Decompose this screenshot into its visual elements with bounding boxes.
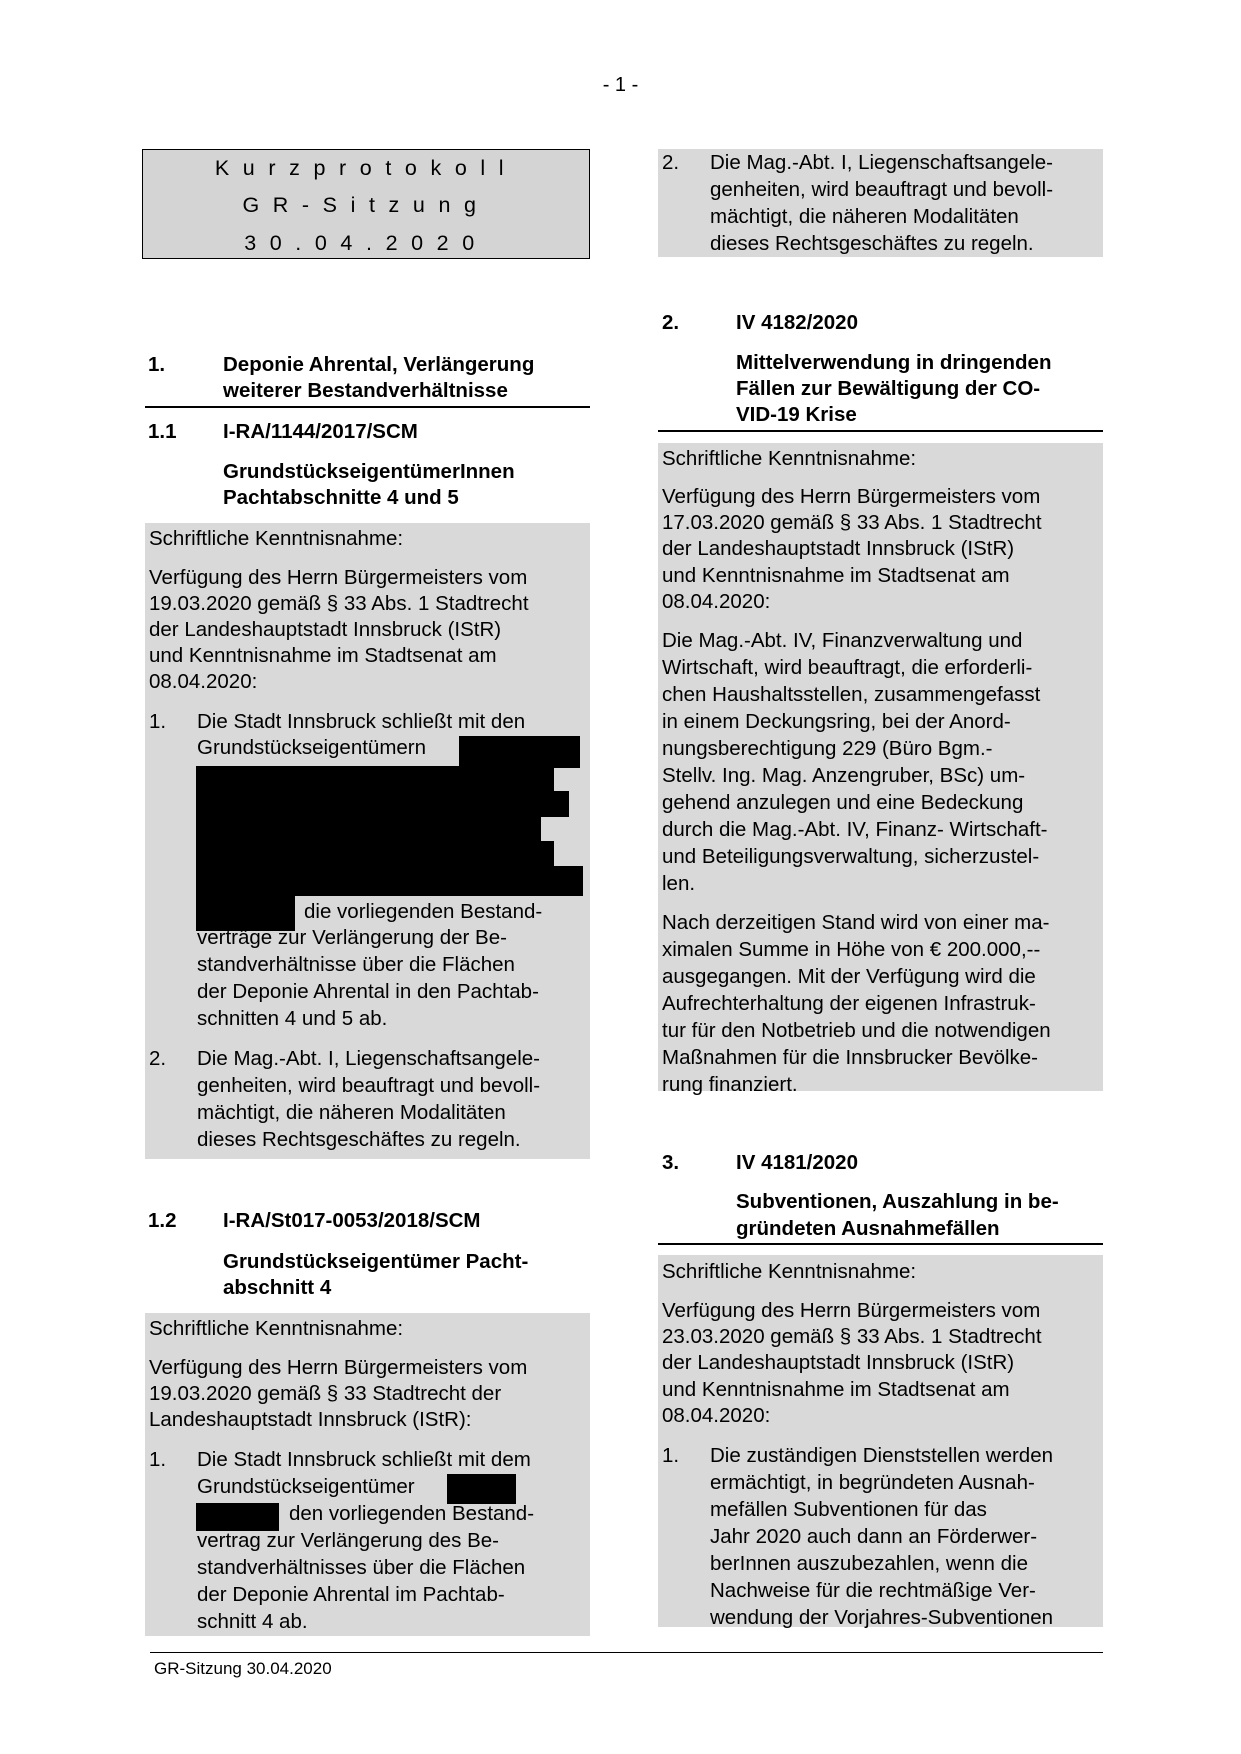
section-1-2-title-line: abschnitt 4 — [223, 1276, 332, 1299]
list-item-line: Die Stadt Innsbruck schließt mit dem — [197, 1448, 531, 1471]
page-number: - 1 - — [602, 74, 639, 96]
section-divider — [658, 430, 1103, 432]
footer-text: GR-Sitzung 30.04.2020 — [154, 1659, 332, 1678]
paragraph-line: gehend anzulegen und eine Bedeckung — [662, 791, 1024, 814]
section-3-reference: IV 4181/2020 — [736, 1151, 858, 1174]
list-item-line: genheiten, wird beauftragt und bevoll- — [710, 178, 1054, 201]
kenntnisnahme-label: Schriftliche Kenntnisnahme: — [662, 447, 917, 470]
redaction-block — [196, 841, 554, 867]
list-item-number: 2. — [662, 151, 680, 174]
section-1-2-reference: I-RA/St017-0053/2018/SCM — [223, 1209, 481, 1232]
section-1-1-reference: I-RA/1144/2017/SCM — [223, 420, 418, 443]
paragraph-line: ximalen Summe in Höhe von € 200.000,-- — [662, 938, 1041, 961]
paragraph-line: nungsberechtigung 229 (Büro Bgm.- — [662, 737, 993, 760]
section-1-2-title-line: Grundstückseigentümer Pacht- — [223, 1250, 529, 1273]
paragraph-line: 08.04.2020: — [662, 1404, 771, 1427]
list-item-line: Die Mag.-Abt. I, Liegenschaftsangele- — [197, 1047, 540, 1070]
paragraph-line: Verfügung des Herrn Bürgermeisters vom — [662, 1299, 1041, 1322]
paragraph-line: 17.03.2020 gemäß § 33 Abs. 1 Stadtrecht — [662, 511, 1042, 534]
list-item-line: Grundstückseigentümern — [197, 736, 427, 759]
section-1-1-title-line: Pachtabschnitte 4 und 5 — [223, 486, 459, 509]
list-item-line: vertrag zur Verlängerung des Be- — [197, 1529, 499, 1552]
redaction-block — [196, 1503, 279, 1531]
paragraph-line: Nach derzeitigen Stand wird von einer ma- — [662, 911, 1050, 934]
paragraph-line: Verfügung des Herrn Bürgermeisters vom — [149, 566, 528, 589]
paragraph-line: 23.03.2020 gemäß § 33 Abs. 1 Stadtrecht — [662, 1325, 1042, 1348]
list-item-line: Die Mag.-Abt. I, Liegenschaftsangele- — [710, 151, 1053, 174]
section-1-1-number: 1.1 — [148, 420, 177, 443]
paragraph-line: rung finanziert. — [662, 1073, 798, 1096]
footer-rule — [150, 1652, 1103, 1653]
paragraph-line: und Kenntnisnahme im Stadtsenat am — [149, 644, 497, 667]
paragraph-line: der Landeshauptstadt Innsbruck (IStR) — [149, 618, 502, 641]
list-item-line: ermächtigt, in begründeten Ausnah- — [710, 1471, 1035, 1494]
list-item-line: der Deponie Ahrental im Pachtab- — [197, 1583, 505, 1606]
list-item-line: den vorliegenden Bestand- — [289, 1502, 535, 1525]
redaction-block — [196, 816, 541, 842]
list-item-line: Jahr 2020 auch dann an Förderwer- — [710, 1525, 1038, 1548]
list-item-line: dieses Rechtsgeschäftes zu regeln. — [197, 1128, 521, 1151]
title-line-2: GR-Sitzung — [242, 193, 490, 217]
list-item-line: die vorliegenden Bestand- — [304, 900, 543, 923]
list-item-number: 1. — [149, 710, 167, 733]
paragraph-line: chen Haushaltsstellen, zusammengefasst — [662, 683, 1041, 706]
document-title-box — [142, 149, 590, 259]
kenntnisnahme-label: Schriftliche Kenntnisnahme: — [149, 1317, 404, 1340]
list-item-line: standverhältnisse über die Flächen — [197, 953, 515, 976]
section-1-title-line: weiterer Bestandverhältnisse — [223, 379, 508, 402]
paragraph-line: 19.03.2020 gemäß § 33 Stadtrecht der — [149, 1382, 502, 1405]
list-item-line: mächtigt, die näheren Modalitäten — [197, 1101, 506, 1124]
paragraph-line: in einem Deckungsring, bei der Anord- — [662, 710, 1011, 733]
section-1-title-line: Deponie Ahrental, Verlängerung — [223, 353, 535, 376]
redaction-block — [459, 736, 580, 768]
list-item-line: genheiten, wird beauftragt und bevoll- — [197, 1074, 541, 1097]
paragraph-line: Maßnahmen für die Innsbrucker Bevölke- — [662, 1046, 1039, 1069]
list-item-line: schnitten 4 und 5 ab. — [197, 1007, 388, 1030]
list-item-line: der Deponie Ahrental in den Pachtab- — [197, 980, 539, 1003]
paragraph-line: und Beteiligungsverwaltung, sicherzustel- — [662, 845, 1040, 868]
redaction-block — [447, 1474, 516, 1504]
title-line-1: Kurzprotokoll — [214, 156, 518, 180]
paragraph-line: 08.04.2020: — [149, 670, 258, 693]
section-3-title-line: gründeten Ausnahmefällen — [736, 1217, 1000, 1240]
section-3-title-line: Subventionen, Auszahlung in be- — [736, 1190, 1059, 1213]
paragraph-line: und Kenntnisnahme im Stadtsenat am — [662, 564, 1010, 587]
section-2-reference: IV 4182/2020 — [736, 311, 858, 334]
paragraph-line: Verfügung des Herrn Bürgermeisters vom — [662, 485, 1041, 508]
paragraph-line: durch die Mag.-Abt. IV, Finanz- Wirtschaft- — [662, 818, 1048, 841]
paragraph-line: Die Mag.-Abt. IV, Finanzverwaltung und — [662, 629, 1023, 652]
paragraph-line: 08.04.2020: — [662, 590, 771, 613]
list-item-number: 1. — [662, 1444, 680, 1467]
list-item-line: standverhältnisses über die Flächen — [197, 1556, 526, 1579]
redaction-block — [196, 791, 569, 817]
section-2-title-line: Fällen zur Bewältigung der CO- — [736, 377, 1041, 400]
list-item-line: mefällen Subventionen für das — [710, 1498, 987, 1521]
list-item-line: dieses Rechtsgeschäftes zu regeln. — [710, 232, 1034, 255]
kenntnisnahme-label: Schriftliche Kenntnisnahme: — [149, 527, 404, 550]
list-item-line: Die zuständigen Dienststellen werden — [710, 1444, 1054, 1467]
section-divider — [658, 1243, 1103, 1245]
list-item-line: schnitt 4 ab. — [197, 1610, 308, 1633]
redaction-block — [196, 866, 583, 896]
redaction-block — [196, 766, 554, 792]
paragraph-line: Wirtschaft, wird beauftragt, die erforderli- — [662, 656, 1033, 679]
section-2-title-line: Mittelverwendung in dringenden — [736, 351, 1052, 374]
section-2-title-line: VID-19 Krise — [736, 403, 857, 426]
paragraph-line: 19.03.2020 gemäß § 33 Abs. 1 Stadtrecht — [149, 592, 529, 615]
list-item-number: 1. — [149, 1448, 167, 1471]
section-1-number: 1. — [148, 353, 166, 376]
kenntnisnahme-label: Schriftliche Kenntnisnahme: — [662, 1260, 917, 1283]
section-1-1-title-line: GrundstückseigentümerInnen — [223, 460, 515, 483]
paragraph-line: Landeshauptstadt Innsbruck (IStR): — [149, 1408, 472, 1431]
paragraph-line: Verfügung des Herrn Bürgermeisters vom — [149, 1356, 528, 1379]
list-item-line: berInnen auszubezahlen, wenn die — [710, 1552, 1028, 1575]
list-item-line: Grundstückseigentümer — [197, 1475, 415, 1498]
title-line-3: 30.04.2020 — [244, 231, 488, 255]
section-1-2-number: 1.2 — [148, 1209, 177, 1232]
paragraph-line: Aufrechterhaltung der eigenen Infrastruk- — [662, 992, 1036, 1015]
section-3-number: 3. — [662, 1151, 680, 1174]
paragraph-line: ausgegangen. Mit der Verfügung wird die — [662, 965, 1036, 988]
paragraph-line: Stellv. Ing. Mag. Anzengruber, BSc) um- — [662, 764, 1026, 787]
section-divider — [145, 406, 590, 408]
paragraph-line: len. — [662, 872, 696, 895]
paragraph-line: und Kenntnisnahme im Stadtsenat am — [662, 1378, 1010, 1401]
list-item-line: Die Stadt Innsbruck schließt mit den — [197, 710, 526, 733]
section-2-number: 2. — [662, 311, 680, 334]
list-item-line: Nachweise für die rechtmäßige Ver- — [710, 1579, 1036, 1602]
list-item-line: verträge zur Verlängerung der Be- — [197, 926, 507, 949]
paragraph-line: der Landeshauptstadt Innsbruck (IStR) — [662, 1351, 1015, 1374]
list-item-number: 2. — [149, 1047, 167, 1070]
paragraph-line: tur für den Notbetrieb und die notwendigen — [662, 1019, 1051, 1042]
list-item-line: wendung der Vorjahres-Subventionen — [710, 1606, 1054, 1629]
paragraph-line: der Landeshauptstadt Innsbruck (IStR) — [662, 537, 1015, 560]
list-item-line: mächtigt, die näheren Modalitäten — [710, 205, 1019, 228]
